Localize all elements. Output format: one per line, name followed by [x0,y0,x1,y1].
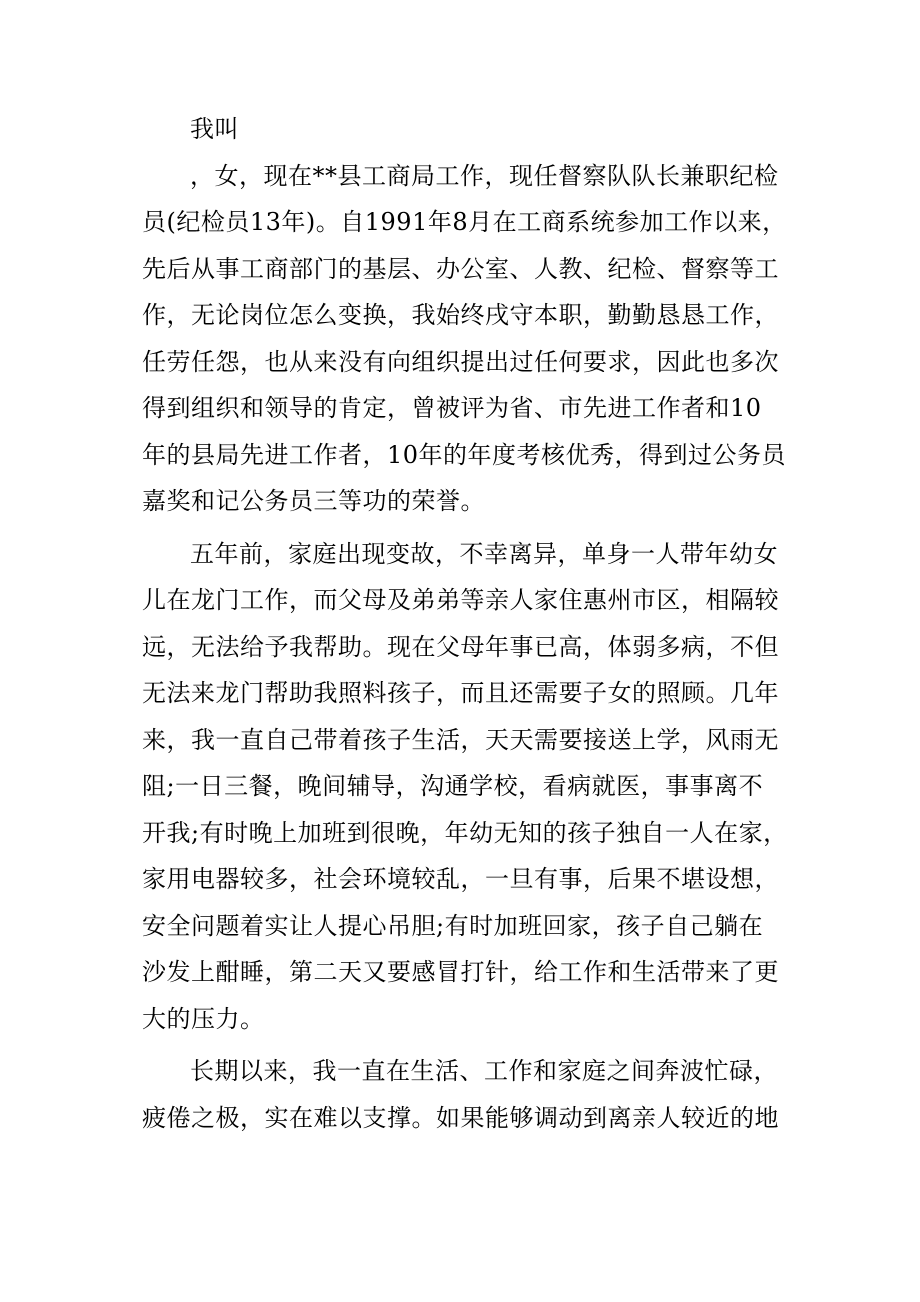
text-line: 沙发上酣睡，第二天又要感冒打针，给工作和生活带来了更 [142,958,779,986]
text-line: 任劳任怨，也从来没有向组织提出过任何要求，因此也多次 [142,347,779,376]
text-line: 年的县局先进工作者，10年的年度考核优秀，得到过公务员 [142,440,787,469]
text-line: 远，无法给予我帮助。现在父母年事已高，体弱多病，不但 [142,632,779,661]
paragraph-start-line: 五年前，家庭出现变故，不幸离异，单身一人带年幼女 [190,539,778,568]
letter-body [142,106,788,1141]
text-line: 先后从事工商部门的基层、办公室、人教、纪检、督察等工 [142,254,779,283]
text-line: ，女，现在**县工商局工作，现任督察队队长兼职纪检 [190,161,779,190]
text-line: 嘉奖和记公务员三等功的荣誉。 [142,487,485,515]
text-line: 来，我一直自己带着孩子生活，天天需要接送上学，风雨无 [142,725,779,754]
text-line: 疲倦之极，实在难以支撑。如果能够调动到离亲人较近的地 [142,1103,779,1132]
text-line: 作，无论岗位怎么变换，我始终戌守本职，勤勤恳恳工作， [142,301,779,329]
text-line: 开我;有时晚上加班到很晚，年幼无知的孩子独自一人在家， [142,818,788,847]
text-line: 员(纪检员13年)。自1991年8月在工商系统参加工作以来， [142,208,787,236]
text-line: 阻;一日三餐，晚间辅导，沟通学校，看病就医，事事离不 [142,772,764,800]
text-line: 家用电器较多，社会环境较乱，一旦有事，后果不堪设想， [142,865,779,893]
text-line: 儿在龙门工作，而父母及弟弟等亲人家住惠州市区，相隔较 [142,586,779,614]
text-line: 无法来龙门帮助我照料孩子，而且还需要子女的照顾。几年 [142,679,779,707]
text-line: 得到组织和领导的肯定，曾被评为省、市先进工作者和10 [142,394,762,422]
text-line: 大的压力。 [142,1004,265,1033]
text-line: 安全问题着实让人提心吊胆;有时加班回家，孩子自己躺在 [142,911,764,940]
text-line: 我叫 [190,115,239,143]
paragraph-start-line: 长期以来，我一直在生活、工作和家庭之间奔波忙碌， [190,1057,778,1085]
